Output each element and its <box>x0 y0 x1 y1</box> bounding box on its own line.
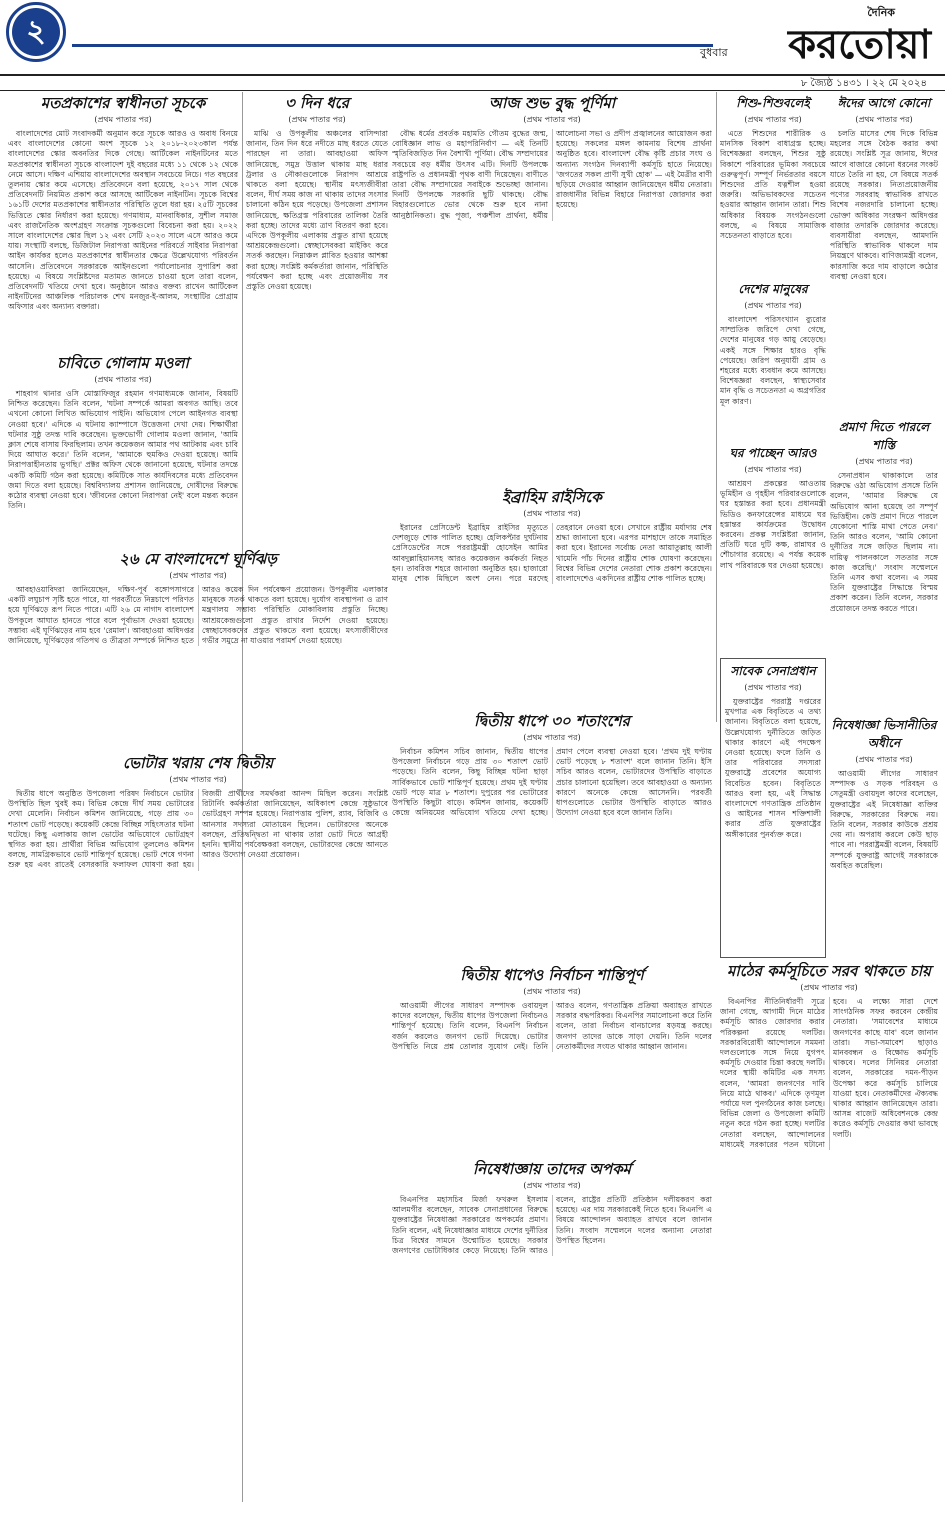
story-before-eid <box>830 94 938 414</box>
story-body: বাংলাদেশ পরিসংখ্যান ব্যুরোর সাম্প্রতিক জরিপে দেখা গেছে, দেশের মানুষের গড় আয়ু বেড়েছে। একই সঙ্গে শিক্ষার হারও বৃদ্ধি পেয়েছে। জরিপ অনুযায়ী গ্রাম ও শহরের মধ্যে ব্যবধান কমে আসছে। বিশেষজ্ঞরা বলছেন, স্বাস্থ্যসেবার মান বৃদ্ধি ও সচেতনতা এ অগ্রগতির মূল কারণ। <box>720 315 826 406</box>
story-body: দ্বিতীয় ধাপে অনুষ্ঠিত উপজেলা পরিষদ নির্বাচনে ভোটার উপস্থিতি ছিল খুবই কম। বিভিন্ন কেন্দ্রে দীর্ঘ সময় ভোটারের দেখা মেলেনি। নির্বাচন কমিশন জানিয়েছে, গড়ে প্রায় ৩০ শতাংশ ভোট পড়েছে। কয়েকটি কেন্দ্রে বিচ্ছিন্ন সহিংসতার ঘটনা ঘটেছে। কিছু এলাকায় জাল ভোটের অভিযোগে ভোটগ্রহণ স্থগিত করা হয়। প্রার্থীরা বিভিন্ন অভিযোগ তুললেও কমিশন বলছে, সামগ্রিকভাবে ভোট শান্তিপূর্ণ হয়েছে। ভোট শেষে গণনা শুরু হয় এবং রাতেই বেসরকারি ফলাফল ঘোষণা করা হয়। বিজয়ী প্রার্থীদের সমর্থকরা আনন্দ মিছিল করেন। সংশ্লিষ্ট রিটার্নিং কর্মকর্তারা জানিয়েছেন, অধিকাংশ কেন্দ্রে সুষ্ঠুভাবে ভোটগ্রহণ সম্পন্ন হয়েছে। নিরাপত্তায় পুলিশ, র‍্যাব, বিজিবি ও আনসার সদস্যরা মোতায়েন ছিলেন। ভোটারদের অনেকে বলছেন, প্রতিদ্বন্দ্বিতা না থাকায় তারা ভোট দিতে আগ্রহী হননি। স্থানীয় পর্যবেক্ষকরা বলছেন, ভোটারদের কেন্দ্রে আনতে আরও উদ্যোগ নেওয়া প্রয়োজন। <box>8 789 388 870</box>
headline: ২৬ মে বাংলাদেশে ঘূর্ণিঝড় <box>119 550 277 568</box>
story-body: আবহাওয়াবিদরা জানিয়েছেন, দক্ষিণ-পূর্ব বঙ্গোপসাগরে একটি লঘুচাপ সৃষ্টি হতে পারে, যা পরবর্তীতে নিম্নচাপে পরিণত হয়ে ঘূর্ণিঝড়ে রূপ নিতে পারে। এটি ২৬ মে নাগাদ বাংলাদেশ উপকূলে আঘাত হানতে পারে বলে পূর্বাভাস দেওয়া হয়েছে। সম্ভাব্য এই ঘূর্ণিঝড়ের নাম হবে 'রেমাল'। আবহাওয়া অধিদপ্তর জানিয়েছে, ঘূর্ণিঝড়ের গতিপথ ও তীব্রতা সম্পর্কে নিশ্চিত হতে আরও কয়েক দিন পর্যবেক্ষণ প্রয়োজন। উপকূলীয় এলাকার মানুষকে সতর্ক থাকতে বলা হয়েছে। দুর্যোগ ব্যবস্থাপনা ও ত্রাণ মন্ত্রণালয় সম্ভাব্য পরিস্থিতি মোকাবিলায় প্রস্তুতি নিচ্ছে। আশ্রয়কেন্দ্রগুলো প্রস্তুত রাখার নির্দেশ দেওয়া হয়েছে। স্বেচ্ছাসেবকদের প্রস্তুত থাকতে বলা হয়েছে। মৎস্যজীবীদের গভীর সমুদ্রে না যাওয়ার পরামর্শ দেওয়া হয়েছে। <box>8 585 388 646</box>
continuation: (প্রথম পাতার পর) <box>523 733 581 742</box>
story-voter-drought <box>8 754 388 1504</box>
continuation: (প্রথম পাতার পর) <box>94 375 152 384</box>
headline: নিষেধাজ্ঞা ভিসানীতির অধীনে <box>831 718 937 750</box>
story-body: নির্বাচন কমিশন সচিব জানান, দ্বিতীয় ধাপের উপজেলা নির্বাচনে গড়ে প্রায় ৩০ শতাংশ ভোট পড়েছে। তিনি বলেন, কিছু বিচ্ছিন্ন ঘটনা ছাড়া সার্বিকভাবে ভোট শান্তিপূর্ণ হয়েছে। প্রথম দুই ঘণ্টায় ভোট পড়ে মাত্র ৮ শতাংশ। দুপুরের পর ভোটারের উপস্থিতি কিছুটা বাড়ে। কমিশন জানায়, কয়েকটি কেন্দ্রে অনিয়মের অভিযোগ খতিয়ে দেখা হচ্ছে। প্রমাণ পেলে ব্যবস্থা নেওয়া হবে। 'প্রথম দুই ঘণ্টায় ভোট পড়েছে ৮ শতাংশ' বলে জানান তিনি। ইসি সচিব আরও বলেন, ভোটারদের উপস্থিতি বাড়াতে প্রচার চালানো হয়েছিল। তবে আবহাওয়া ও অন্যান্য কারণে অনেকে কেন্দ্রে আসেননি। পরবর্তী ধাপগুলোতে ভোটার উপস্থিতি বাড়াতে আরও উদ্যোগ নেওয়া হবে বলে জানান তিনি। <box>392 747 712 818</box>
date-text: ৮ জ্যৈষ্ঠ ১৪৩১ । ২২ মে ২০২৪ <box>800 78 927 89</box>
continuation: (প্রথম পাতার পর) <box>288 115 346 124</box>
story-countrys-people <box>720 280 826 440</box>
story-body: বাংলাদেশের মোট সংবাদকর্মী অনুমান করে সূচকে আরও ও অবাধ বিনয়ে এবং বাংলাদেশের কোনো অংশ সূচকে ১২ ২০১৮-২০২৩কাল পর্যন্ত বাংলাদেশের স্কোর অবনতির দিকে গেছে। আর্টিকেল নাইনটিনের মতে মতপ্রকাশের স্বাধীনতা সূচকে বাংলাদেশ দুই বছরের মধ্যে ১১ থেকে ১২ থেকে নেমে আসে। দক্ষিণ এশিয়ায় বাংলাদেশের অবস্থান সবচেয়ে নিচে। গত বছরের তুলনায় স্কোর কমে এসেছে। প্রতিবেদনে বলা হয়েছে, ২০১৭ সাল থেকে প্রতিবেদনটি নিয়মিত প্রকাশ করে আসছে আর্টিকেল নাইনটিন। সূচকে বিশ্বের ১৬১টি দেশের মতপ্রকাশের স্বাধীনতার পরিস্থিতি তুলে ধরা হয়। ২৫টি সূচকের ভিত্তিতে স্কোর নির্ধারণ করা হয়েছে। গণমাধ্যম, মানবাধিকার, সুশীল সমাজ এবং রাজনৈতিক অংশগ্রহণ সংক্রান্ত সূচকগুলো বিবেচনা করা হয়। ২০২২ সালে বাংলাদেশের স্কোর ছিল ১২ এবং সেটি ২০২৩ সালে এসে আরও কমে যায়। সংস্থাটি বলছে, ডিজিটাল নিরাপত্তা আইনের পরিবর্তে সাইবার নিরাপত্তা আইন কার্যকর হলেও মতপ্রকাশের স্বাধীনতার ক্ষেত্রে উল্লেখযোগ্য পরিবর্তন আসেনি। প্রতিবেদনে সরকারকে আইনগুলো পর্যালোচনার সুপারিশ করা হয়েছে। এ বিষয়ে সংশ্লিষ্টদের মতামত জানতে চাওয়া হলে তারা বলেন, প্রতিবেদনটি খতিয়ে দেখা হবে। অনুষ্ঠানে আরও বক্তব্য রাখেন আর্টিকেল নাইনটিনের আঞ্চলিক পরিচালক শেখ মনজুর-ই-আলম, সংস্থাটির প্রোগ্রাম অফিসার এবং অন্যান্য বক্তারা। <box>8 129 238 312</box>
story-body: চলতি মাসের শেষ দিকে বিভিন্ন মহলের সঙ্গে বৈঠক করার কথা রয়েছে। সংশ্লিষ্ট সূত্র জানায়, ঈদের আগে বাজারে কোনো ধরনের সংকট যাতে তৈরি না হয়, সে বিষয়ে সতর্ক রয়েছে সরকার। নিত্যপ্রয়োজনীয় পণ্যের সরবরাহ স্বাভাবিক রাখতে বিশেষ নজরদারি চালানো হচ্ছে। ভোক্তা অধিকার সংরক্ষণ অধিদপ্তর বাজার তদারকি জোরদার করেছে। ব্যবসায়ীরা বলছেন, আমদানি পরিস্থিতি স্বাভাবিক থাকলে দাম নিয়ন্ত্রণে থাকবে। বাণিজ্যমন্ত্রী বলেন, কারসাজি করে দাম বাড়ালে কঠোর ব্যবস্থা নেওয়া হবে। <box>830 129 938 281</box>
masthead-title: করতোয়া <box>788 22 931 68</box>
story-cyclone <box>8 550 388 750</box>
headline: ঘর পাচ্ছেন আরও <box>729 446 817 460</box>
story-body: বৌদ্ধ ধর্মের প্রবর্তক মহামতি গৌতম বুদ্ধের জন্ম, বোধিজ্ঞান লাভ ও মহাপরিনির্বাণ — এই তিনটি স্মৃতিবিজড়িত দিন বৈশাখী পূর্ণিমা। বৌদ্ধ সম্প্রদায়ের সবচেয়ে বড় ধর্মীয় উৎসব এটি। দিনটি উপলক্ষে রাষ্ট্রপতি ও প্রধানমন্ত্রী পৃথক বাণী দিয়েছেন। বাণীতে তারা বৌদ্ধ সম্প্রদায়ের সবাইকে শুভেচ্ছা জানান। দিনটি উপলক্ষে সরকারি ছুটি থাকছে। বৌদ্ধ বিহারগুলোতে ভোর থেকে শুরু হবে নানা আনুষ্ঠানিকতা। বুদ্ধ পূজা, পঞ্চশীল প্রার্থনা, ধর্মীয় আলোচনা সভা ও প্রদীপ প্রজ্বালনের আয়োজন করা হয়েছে। সকলের মঙ্গল কামনায় বিশেষ প্রার্থনা অনুষ্ঠিত হবে। বাংলাদেশ বৌদ্ধ কৃষ্টি প্রচার সংঘ ও অন্যান্য সংগঠন দিনব্যাপী কর্মসূচি হাতে নিয়েছে। 'জগতের সকল প্রাণী সুখী হোক' — এই মৈত্রীর বাণী ছড়িয়ে দেওয়ার আহ্বান জানিয়েছেন ধর্মীয় নেতারা। রাজধানীর বিভিন্ন বিহারে নিরাপত্তা জোরদার করা হয়েছে। <box>392 129 712 220</box>
story-misdeeds <box>392 1160 712 1504</box>
continuation: (প্রথম পাতার পর) <box>744 465 802 474</box>
story-buddha-purnima <box>392 94 712 484</box>
headline: শিশু-শিশুবলেই <box>736 96 810 110</box>
story-body: আওয়ামী লীগের সাধারণ সম্পাদক ওবায়দুল কাদের বলেছেন, দ্বিতীয় ধাপের উপজেলা নির্বাচনও শান্তিপূর্ণ হয়েছে। তিনি বলেন, বিএনপি নির্বাচন বর্জন করলেও জনগণ ভোট দিয়েছে। ভোটার উপস্থিতি নিয়ে প্রশ্ন তোলার সুযোগ নেই। তিনি আরও বলেন, গণতান্ত্রিক প্রক্রিয়া অব্যাহত রাখতে সরকার বদ্ধপরিকর। বিএনপির সমালোচনা করে তিনি বলেন, তারা নির্বাচন বানচালের ষড়যন্ত্র করছে। জনগণ তাদের ডাকে সাড়া দেয়নি। তিনি দলের নেতাকর্মীদের সংযত থাকার আহ্বান জানান। <box>392 1001 712 1051</box>
story-raisi <box>392 488 712 708</box>
column-rule <box>716 92 717 722</box>
headline: দ্বিতীয় ধাপেও নির্বাচন শান্তিপূর্ণ <box>460 966 644 984</box>
headline: আজ শুভ বুদ্ধ পূর্ণিমা <box>488 94 616 112</box>
story-body: আশ্রয়ণ প্রকল্পের আওতায় ভূমিহীন ও গৃহহীন পরিবারগুলোকে ঘর হস্তান্তর করা হবে। প্রধানমন্ত্রী ভিডিও কনফারেন্সের মাধ্যমে ঘর হস্তান্তর কার্যক্রমের উদ্বোধন করবেন। প্রকল্প সংশ্লিষ্টরা জানান, প্রতিটি ঘরে দুটি কক্ষ, রান্নাঘর ও শৌচাগার রয়েছে। এ পর্যন্ত কয়েক লাখ পরিবারকে ঘর দেওয়া হয়েছে। <box>720 479 826 570</box>
date-line <box>0 74 945 91</box>
continuation: (প্রথম পাতার পর) <box>523 1181 581 1190</box>
continuation: (প্রথম পাতার পর) <box>523 509 581 518</box>
headline: ইব্রাহিম রাইসিকে <box>502 488 602 506</box>
story-freedom-index <box>8 94 238 350</box>
story-body: বিএনপির মহাসচিব মির্জা ফখরুল ইসলাম আলমগীর বলেছেন, সাবেক সেনাপ্রধানের বিরুদ্ধে যুক্তরাষ্ট্রের নিষেধাজ্ঞা সরকারের অপকর্মের প্রমাণ। তিনি বলেন, এই নিষেধাজ্ঞার মাধ্যমে দেশের দুর্নীতির চিত্র বিশ্বের সামনে উন্মোচিত হয়েছে। সরকার জনগণের ভোটাধিকার কেড়ে নিয়েছে। তিনি আরও বলেন, রাষ্ট্রের প্রতিটি প্রতিষ্ঠান দলীয়করণ করা হয়েছে। এর দায় সরকারকেই নিতে হবে। বিএনপি এ বিষয়ে আন্দোলন অব্যাহত রাখবে বলে জানান তিনি। সংবাদ সম্মেলনে দলের অন্যান্য নেতারা উপস্থিত ছিলেন। <box>392 1195 712 1256</box>
story-former-army-chief <box>720 658 826 958</box>
story-body: এতে শিশুদের শারীরিক ও মানসিক বিকাশ বাধাগ্রস্ত হচ্ছে। বিশেষজ্ঞরা বলছেন, শিশুর সুষ্ঠু বিকাশে পরিবারের ভূমিকা সবচেয়ে গুরুত্বপূর্ণ। সম্পূর্ণ নির্ভরতার বয়সে শিশুদের প্রতি যত্নশীল হওয়া জরুরি। অভিভাবকদের সচেতন হওয়ার আহ্বান জানান তারা। শিশু অধিকার বিষয়ক সংগঠনগুলো বলছে, এ বিষয়ে সামাজিক সচেতনতা বাড়াতে হবে। <box>720 129 826 241</box>
continuation: (প্রথম পাতার পর) <box>855 457 913 466</box>
continuation: (প্রথম পাতার পর) <box>744 301 802 310</box>
headline: নিষেধাজ্ঞায় তাদের অপকর্ম <box>472 1160 632 1178</box>
continuation: (প্রথম পাতার পর) <box>855 755 913 764</box>
continuation: (প্রথম পাতার পর) <box>523 115 581 124</box>
continuation: (প্রথম পাতার পর) <box>855 115 913 124</box>
masthead-small: দৈনিক <box>867 6 895 19</box>
page-number: ২ <box>12 8 60 56</box>
story-peaceful-election <box>392 966 712 1156</box>
continuation: (প্রথম পাতার পর) <box>744 115 802 124</box>
header-rule <box>72 44 713 47</box>
day-name: বুধবার <box>700 46 728 59</box>
continuation: (প্রথম পাতার পর) <box>800 983 858 992</box>
headline: ঈদের আগে কোনো <box>837 96 931 110</box>
masthead-logo <box>721 4 931 68</box>
continuation: (প্রথম পাতার পর) <box>94 115 152 124</box>
story-key-attack <box>8 354 238 546</box>
headline: দ্বিতীয় ধাপে ৩০ শতাংশের <box>474 712 630 730</box>
continuation: (প্রথম পাতার পর) <box>169 571 227 580</box>
continuation: (প্রথম পাতার পর) <box>523 987 581 996</box>
story-body: আওয়ামী লীগের সাধারণ সম্পাদক ও সড়ক পরিবহন ও সেতুমন্ত্রী ওবায়দুল কাদের বলেছেন, যুক্তরাষ্ট্রের এই নিষেধাজ্ঞা ব্যক্তির বিরুদ্ধে, সরকারের বিরুদ্ধে নয়। তিনি বলেন, সরকার কাউকে প্রশ্রয় দেয় না। অপরাধ করলে কেউ ছাড় পাবে না। পররাষ্ট্রমন্ত্রী বলেন, বিষয়টি সম্পর্কে যুক্তরাষ্ট্র আগেই সরকারকে অবহিত করেছিল। <box>830 769 938 870</box>
story-body: শাহবাগ থানার ওসি মোস্তাফিজুর রহমান গণমাধ্যমকে জানান, বিষয়টি নিশ্চিত করেছেন। তিনি বলেন, 'ঘটনা সম্পর্কে আমরা অবগত আছি। তবে এখনো কোনো লিখিত অভিযোগ পাইনি। অভিযোগ পেলে আইনগত ব্যবস্থা নেওয়া হবে।' এদিকে এ ঘটনায় ক্যাম্পাসে উত্তেজনা দেখা দেয়। শিক্ষার্থীরা ঘটনার সুষ্ঠু তদন্ত দাবি করেছেন। ভুক্তভোগী গোলাম মওলা জানান, 'আমি ক্লাস শেষে বাসায় ফিরছিলাম। তখন কয়েকজন আমার পথ আটকায় এবং চাবি দিয়ে আঘাত করে।' তিনি বলেন, 'আমাকে হুমকিও দেওয়া হয়েছে। আমি নিরাপত্তাহীনতায় ভুগছি।' প্রক্টর অফিস থেকে জানানো হয়েছে, ঘটনার তদন্তে একটি কমিটি গঠন করা হয়েছে। কমিটিকে সাত কার্যদিবসের মধ্যে প্রতিবেদন জমা দিতে বলা হয়েছে। বিশ্ববিদ্যালয় প্রশাসন জানিয়েছে, দোষীদের বিরুদ্ধে কঠোর ব্যবস্থা নেওয়া হবে। 'জীবনের কোনো নিরাপত্তা নেই' বলে মন্তব্য করেন তিনি। <box>8 389 238 511</box>
headline: সাবেক সেনাপ্রধান <box>730 664 816 678</box>
story-visa-policy <box>830 716 938 958</box>
story-field-programs <box>720 962 938 1504</box>
story-body: সেনাপ্রধান থাকাকালে তার বিরুদ্ধে ওঠা অভিযোগ প্রসঙ্গে তিনি বলেন, 'আমার বিরুদ্ধে যে অভিযোগ আনা হয়েছে তা সম্পূর্ণ ভিত্তিহীন। কেউ প্রমাণ দিতে পারলে যেকোনো শাস্তি মাথা পেতে নেব।' তিনি আরও বলেন, 'আমি কোনো দুর্নীতির সঙ্গে জড়িত ছিলাম না। দায়িত্ব পালনকালে সততার সঙ্গে কাজ করেছি।' সংবাদ সম্মেলনে তিনি এসব কথা বলেন। এ সময় তিনি যুক্তরাষ্ট্রের সিদ্ধান্তে বিস্ময় প্রকাশ করেন। তিনি বলেন, সরকার প্রয়োজনে তদন্ত করতে পারে। <box>830 471 938 613</box>
headline: প্রমাণ দিতে পারলে শাস্তি <box>838 420 930 452</box>
story-body: বিএনপির নীতিনির্ধারণী সূত্রে জানা গেছে, আগামী দিনে মাঠের কর্মসূচি আরও জোরদার করার পরিকল্পনা রয়েছে দলটির। সরকারবিরোধী আন্দোলনে সমমনা দলগুলোকে সঙ্গে নিয়ে যুগপৎ কর্মসূচি দেওয়ার চিন্তা করছে দলটি। দলের স্থায়ী কমিটির এক সদস্য বলেন, 'আমরা জনগণের দাবি নিয়ে মাঠে থাকব।' এদিকে তৃণমূল পর্যায়ে দল পুনর্গঠনের কাজ চলছে। বিভিন্ন জেলা ও উপজেলা কমিটি নতুন করে গঠন করা হচ্ছে। দলটির নেতারা বলছেন, আন্দোলনের মাধ্যমেই সরকারের পতন ঘটানো হবে। এ লক্ষ্যে সারা দেশে সাংগঠনিক সফর করবেন কেন্দ্রীয় নেতারা। 'সমাবেশের মাধ্যমে জনগণের কাছে যাব' বলে জানান তারা। সভা-সমাবেশ ছাড়াও মানববন্ধন ও বিক্ষোভ কর্মসূচি থাকবে। দলের সিনিয়র নেতারা বলেন, সরকারের দমন-পীড়ন উপেক্ষা করে কর্মসূচি চালিয়ে যাওয়া হবে। নেতাকর্মীদের ঐক্যবদ্ধ থাকার আহ্বান জানিয়েছেন তারা। আসন্ন বাজেট অধিবেশনকে কেন্দ্র করেও কর্মসূচি দেওয়ার কথা ভাবছে দলটি। <box>720 997 938 1149</box>
headline: মতপ্রকাশের স্বাধীনতা সূচকে <box>40 94 206 112</box>
page-header <box>0 0 945 90</box>
continuation: (প্রথম পাতার পর) <box>169 775 227 784</box>
story-body: যুক্তরাষ্ট্রের পররাষ্ট্র দপ্তরের মুখপাত্র এক বিবৃতিতে এ তথ্য জানান। বিবৃতিতে বলা হয়েছে, উল্লেখযোগ্য দুর্নীতিতে জড়িত থাকার কারণে এই পদক্ষেপ নেওয়া হয়েছে। ফলে তিনি ও তার পরিবারের সদস্যরা যুক্তরাষ্ট্রে প্রবেশের অযোগ্য বিবেচিত হবেন। বিবৃতিতে আরও বলা হয়, এই সিদ্ধান্ত বাংলাদেশে গণতান্ত্রিক প্রতিষ্ঠান ও আইনের শাসন শক্তিশালী করার প্রতি যুক্তরাষ্ট্রের অঙ্গীকারের পুনর্ব্যক্ত করে। <box>725 697 821 839</box>
headline: ভোটার খরায় শেষ দ্বিতীয় <box>122 754 274 772</box>
story-proof-punishment <box>830 418 938 712</box>
headline: ৩ দিন ধরে <box>284 94 349 112</box>
story-body: মাঝি ও উপকূলীয় অঞ্চলের বাসিন্দারা জানান, তিন দিন ধরে নদীতে মাছ ধরতে যেতে পারছেন না তারা। আবহাওয়া অফিস জানিয়েছে, সমুদ্র উত্তাল থাকায় মাছ ধরার ট্রলার ও নৌকাগুলোকে নিরাপদ আশ্রয়ে থাকতে বলা হয়েছে। স্থানীয় মৎস্যজীবীরা বলেন, দীর্ঘ সময় কাজ না থাকায় তাদের সংসার চালানো কঠিন হয়ে পড়েছে। উপজেলা প্রশাসন জানিয়েছে, ক্ষতিগ্রস্ত পরিবারের তালিকা তৈরি করা হচ্ছে। তাদের মধ্যে ত্রাণ বিতরণ করা হবে। এদিকে উপকূলীয় এলাকায় প্রস্তুত রাখা হয়েছে আশ্রয়কেন্দ্রগুলো। স্বেচ্ছাসেবকরা মাইকিং করে সতর্ক করছেন। নিম্নাঞ্চল প্লাবিত হওয়ার আশঙ্কা করা হচ্ছে। সংশ্লিষ্ট কর্মকর্তারা জানান, পরিস্থিতি পর্যবেক্ষণ করা হচ্ছে এবং প্রয়োজনীয় সব প্রস্তুতি নেওয়া হয়েছে। <box>246 129 388 292</box>
story-children <box>720 94 826 276</box>
story-body: ইরানের প্রেসিডেন্ট ইব্রাহিম রাইসির মৃত্যুতে দেশজুড়ে শোক পালিত হচ্ছে। হেলিকপ্টার দুর্ঘটনায় প্রেসিডেন্টের সঙ্গে পররাষ্ট্রমন্ত্রী হোসেইন আমির আবদুল্লাহিয়ানসহ আরও কয়েকজন কর্মকর্তা নিহত হন। তাবরিজ শহরে জানাজা অনুষ্ঠিত হয়। হাজারো মানুষ শোক মিছিলে অংশ নেন। পরে মরদেহ তেহরানে নেওয়া হবে। সেখানে রাষ্ট্রীয় মর্যাদায় শেষ শ্রদ্ধা জানানো হবে। এরপর মাশহাদে তাকে সমাহিত করা হবে। ইরানের সর্বোচ্চ নেতা আয়াতুল্লাহ আলী খামেনি পাঁচ দিনের রাষ্ট্রীয় শোক ঘোষণা করেছেন। বিশ্বের বিভিন্ন দেশের নেতারা শোক প্রকাশ করেছেন। বাংলাদেশেও একদিনের রাষ্ট্রীয় শোক পালিত হচ্ছে। <box>392 523 712 584</box>
story-three-days <box>246 94 388 494</box>
story-houses <box>720 444 826 654</box>
headline: চাবিতে গোলাম মওলা <box>57 354 189 372</box>
headline: দেশের মানুষের <box>738 282 808 296</box>
continuation: (প্রথম পাতার পর) <box>744 683 802 692</box>
story-thirty-percent <box>392 712 712 962</box>
headline: মাঠের কর্মসূচিতে সরব থাকতে চায় <box>727 962 931 980</box>
